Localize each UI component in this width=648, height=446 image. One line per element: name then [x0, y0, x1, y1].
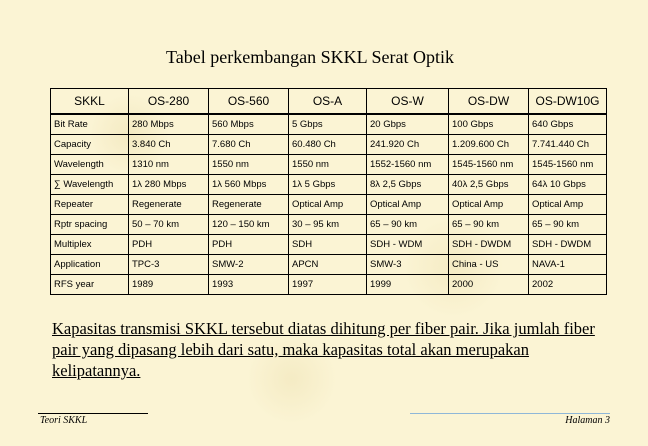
table-cell: 1997: [289, 275, 367, 295]
table-row: [51, 155, 607, 175]
table-cell: 1.209.600 Ch: [449, 135, 529, 155]
table-cell: SDH - WDM: [367, 235, 449, 255]
table-cell: APCN: [289, 255, 367, 275]
table-cell: 1552-1560 nm: [367, 155, 449, 175]
header-row: [51, 89, 607, 115]
header-cell: OS-280: [129, 89, 209, 115]
table-cell: Optical Amp: [449, 195, 529, 215]
table-cell: SDH - DWDM: [529, 235, 607, 255]
table-cell: Optical Amp: [529, 195, 607, 215]
header-cell: OS-A: [289, 89, 367, 115]
page-title: Tabel perkembangan SKKL Serat Optik: [166, 47, 454, 67]
header-cell: OS-560: [209, 89, 289, 115]
footer-divider-left: [38, 413, 148, 414]
row-label-cell: Capacity: [51, 135, 129, 155]
description-paragraph: Kapasitas transmisi SKKL tersebut diatas dihitung per fiber pair. Jika jumlah fiber pair yang dipasang lebih dari satu, maka kapasitas total akan merupakan kelipatannya.: [52, 319, 595, 380]
table-cell: Optical Amp: [367, 195, 449, 215]
table-cell: PDH: [129, 235, 209, 255]
table-cell: 64λ 10 Gbps: [529, 175, 607, 195]
row-label-cell: Bit Rate: [51, 114, 129, 135]
table-cell: Regenerate: [209, 195, 289, 215]
table-cell: 1550 nm: [209, 155, 289, 175]
table-cell: SMW-3: [367, 255, 449, 275]
table-cell: 1310 nm: [129, 155, 209, 175]
table-cell: 640 Gbps: [529, 114, 607, 135]
table-row: [51, 255, 607, 275]
table-cell: 40λ 2,5 Gbps: [449, 175, 529, 195]
table-cell: PDH: [209, 235, 289, 255]
table-cell: TPC-3: [129, 255, 209, 275]
footer-doc-title: Teori SKKL: [40, 415, 88, 426]
table-row: [51, 215, 607, 235]
table-cell: 2000: [449, 275, 529, 295]
row-label-cell: ∑ Wavelength: [51, 175, 129, 195]
table-cell: 3.840 Ch: [129, 135, 209, 155]
row-label-cell: Multiplex: [51, 235, 129, 255]
table-cell: 1λ 560 Mbps: [209, 175, 289, 195]
header-cell: OS-W: [367, 89, 449, 115]
table-cell: 65 – 90 km: [367, 215, 449, 235]
table-cell: 1999: [367, 275, 449, 295]
table-cell: China - US: [449, 255, 529, 275]
table-cell: 7.680 Ch: [209, 135, 289, 155]
table-cell: 100 Gbps: [449, 114, 529, 135]
skkl-table: [50, 88, 607, 295]
table-cell: 7.741.440 Ch: [529, 135, 607, 155]
table-cell: 1λ 280 Mbps: [129, 175, 209, 195]
table-cell: 2002: [529, 275, 607, 295]
table-cell: 1λ 5 Gbps: [289, 175, 367, 195]
row-label-cell: RFS year: [51, 275, 129, 295]
table-cell: 60.480 Ch: [289, 135, 367, 155]
table-cell: 20 Gbps: [367, 114, 449, 135]
table-cell: 1989: [129, 275, 209, 295]
row-label-cell: Wavelength: [51, 155, 129, 175]
row-label-cell: Rptr spacing: [51, 215, 129, 235]
table-cell: 8λ 2,5 Gbps: [367, 175, 449, 195]
table-cell: 1545-1560 nm: [529, 155, 607, 175]
table-row: [51, 114, 607, 135]
table-cell: Regenerate: [129, 195, 209, 215]
footer-divider-right: [410, 413, 610, 414]
table-cell: 560 Mbps: [209, 114, 289, 135]
table-cell: Optical Amp: [289, 195, 367, 215]
table-cell: 120 – 150 km: [209, 215, 289, 235]
table-row: [51, 235, 607, 255]
table-cell: 1993: [209, 275, 289, 295]
table-cell: 241.920 Ch: [367, 135, 449, 155]
table-cell: 65 – 90 km: [449, 215, 529, 235]
table-cell: SMW-2: [209, 255, 289, 275]
row-label-cell: Repeater: [51, 195, 129, 215]
table-body: [51, 114, 607, 295]
footer-page-number: Halaman 3: [565, 415, 610, 426]
table-cell: 280 Mbps: [129, 114, 209, 135]
table-header: [51, 89, 607, 115]
row-label-cell: Application: [51, 255, 129, 275]
table-cell: 50 – 70 km: [129, 215, 209, 235]
table-row: [51, 175, 607, 195]
table-cell: 30 – 95 km: [289, 215, 367, 235]
table-cell: SDH: [289, 235, 367, 255]
table-row: [51, 195, 607, 215]
table-row: [51, 135, 607, 155]
header-cell: OS-DW10G: [529, 89, 607, 115]
table-row: [51, 275, 607, 295]
table-cell: SDH - DWDM: [449, 235, 529, 255]
table-cell: 1545-1560 nm: [449, 155, 529, 175]
header-cell: SKKL: [51, 89, 129, 115]
table-cell: NAVA-1: [529, 255, 607, 275]
table-cell: 65 – 90 km: [529, 215, 607, 235]
header-cell: OS-DW: [449, 89, 529, 115]
table-cell: 1550 nm: [289, 155, 367, 175]
table-cell: 5 Gbps: [289, 114, 367, 135]
